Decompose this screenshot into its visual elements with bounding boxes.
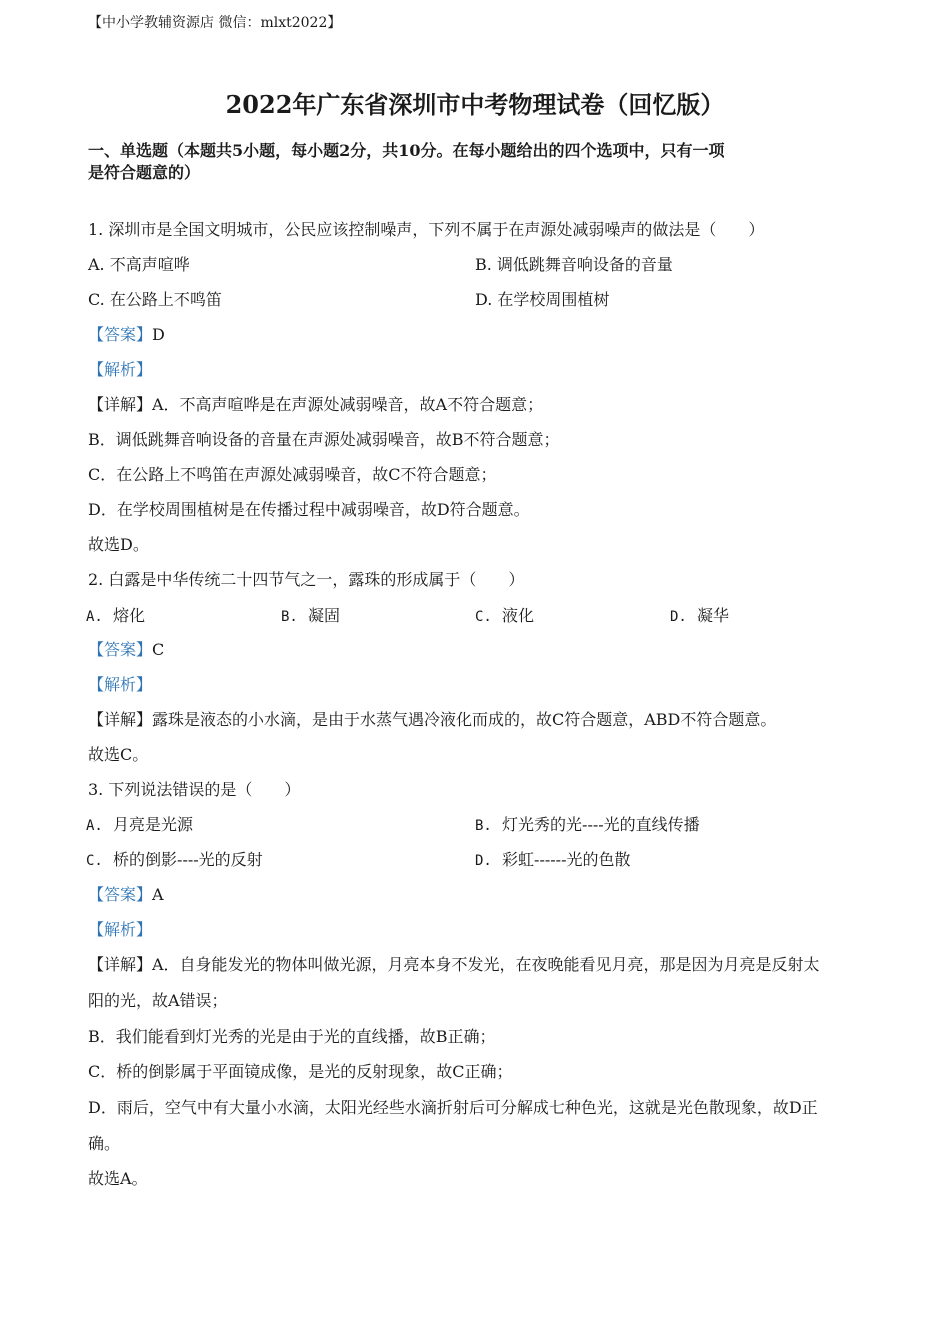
question-3-option-c: C. 桥的倒影----光的反射 — [86, 850, 263, 869]
header-note: 【中小学教辅资源店 微信：mlxt2022】 — [88, 15, 342, 31]
question-1-detail-line: B．调低跳舞音响设备的音量在声源处减弱噪音，故B不符合题意； — [88, 430, 560, 449]
question-2-answer — [88, 639, 164, 661]
section-heading-line: 一、单选题（本题共5小题，每小题2分，共10分。在每小题给出的四个选项中，只有一项 — [88, 141, 725, 160]
question-3-stem: 3. 下列说法错误的是（ ） — [88, 780, 301, 799]
question-1-option-d: D. 在学校周围植树 — [475, 290, 610, 309]
page-title: 2022年广东省深圳市中考物理试卷（回忆版） — [225, 90, 725, 119]
question-2-option-b: B. 凝固 — [281, 606, 341, 625]
question-3-detail-line: C．桥的倒影属于平面镜成像，是光的反射现象，故C正确； — [88, 1062, 513, 1081]
question-1-stem: 1. 深圳市是全国文明城市，公民应该控制噪声，下列不属于在声源处减弱噪声的做法是（ ） — [88, 220, 765, 239]
question-1-option-b: B. 调低跳舞音响设备的音量 — [475, 255, 673, 274]
question-2-conclusion: 故选C。 — [88, 745, 149, 764]
question-3-detail-line: D．雨后，空气中有大量小水滴，太阳光经些水滴折射后可分解成七种色光，这就是光色散现象，故D正 — [88, 1098, 818, 1117]
question-3-analysis-tag: 【解析】 — [88, 920, 153, 939]
answer-value: D — [152, 325, 165, 344]
answer-value: C — [152, 640, 165, 659]
question-1-detail-line: D．在学校周围植树是在传播过程中减弱噪音，故D符合题意。 — [88, 500, 530, 519]
question-2-option-c: C. 液化 — [475, 606, 535, 625]
answer-tag: 【答案】 — [88, 640, 153, 659]
question-3-detail-line: 【详解】A．自身能发光的物体叫做光源，月亮本身不发光，在夜晚能看见月亮，那是因为月亮是反射太 — [88, 955, 820, 974]
question-1-detail-line: C．在公路上不鸣笛在声源处减弱噪音，故C不符合题意； — [88, 465, 497, 484]
question-1-analysis-tag: 【解析】 — [88, 360, 153, 379]
answer-tag: 【答案】 — [88, 325, 153, 344]
question-3-conclusion: 故选A。 — [88, 1169, 148, 1188]
answer-tag: 【答案】 — [88, 885, 153, 904]
question-1-answer — [88, 324, 165, 346]
question-3-option-a: A. 月亮是光源 — [86, 815, 194, 834]
section-heading — [88, 140, 863, 184]
question-3-option-b: B. 灯光秀的光----光的直线传播 — [475, 815, 700, 834]
question-1-option-a: A. 不高声喧哗 — [88, 255, 190, 274]
section-heading-line: 是符合题意的） — [88, 163, 201, 182]
question-1-detail-line: 【详解】A．不高声喧哗是在声源处减弱噪音，故A不符合题意； — [88, 395, 544, 414]
question-2-option-d: D. 凝华 — [670, 606, 730, 625]
question-1-option-c: C. 在公路上不鸣笛 — [88, 290, 222, 309]
question-3-option-d: D. 彩虹------光的色散 — [475, 850, 631, 869]
question-3-detail-line: 阳的光，故A错误； — [88, 991, 228, 1010]
question-2-analysis-tag: 【解析】 — [88, 675, 153, 694]
question-3-detail-line: B．我们能看到灯光秀的光是由于光的直线播，故B正确； — [88, 1027, 496, 1046]
question-3-detail-line: 确。 — [88, 1134, 121, 1153]
question-3-answer — [88, 884, 164, 906]
question-1-conclusion: 故选D。 — [88, 535, 149, 554]
question-2-detail-line: 【详解】露珠是液态的小水滴，是由于水蒸气遇冷液化而成的，故C符合题意，ABD不符合题意。 — [88, 710, 777, 729]
answer-value: A — [152, 885, 164, 904]
question-2-stem: 2. 白露是中华传统二十四节气之一，露珠的形成属于（ ） — [88, 570, 525, 589]
question-2-option-a: A. 熔化 — [86, 606, 146, 625]
